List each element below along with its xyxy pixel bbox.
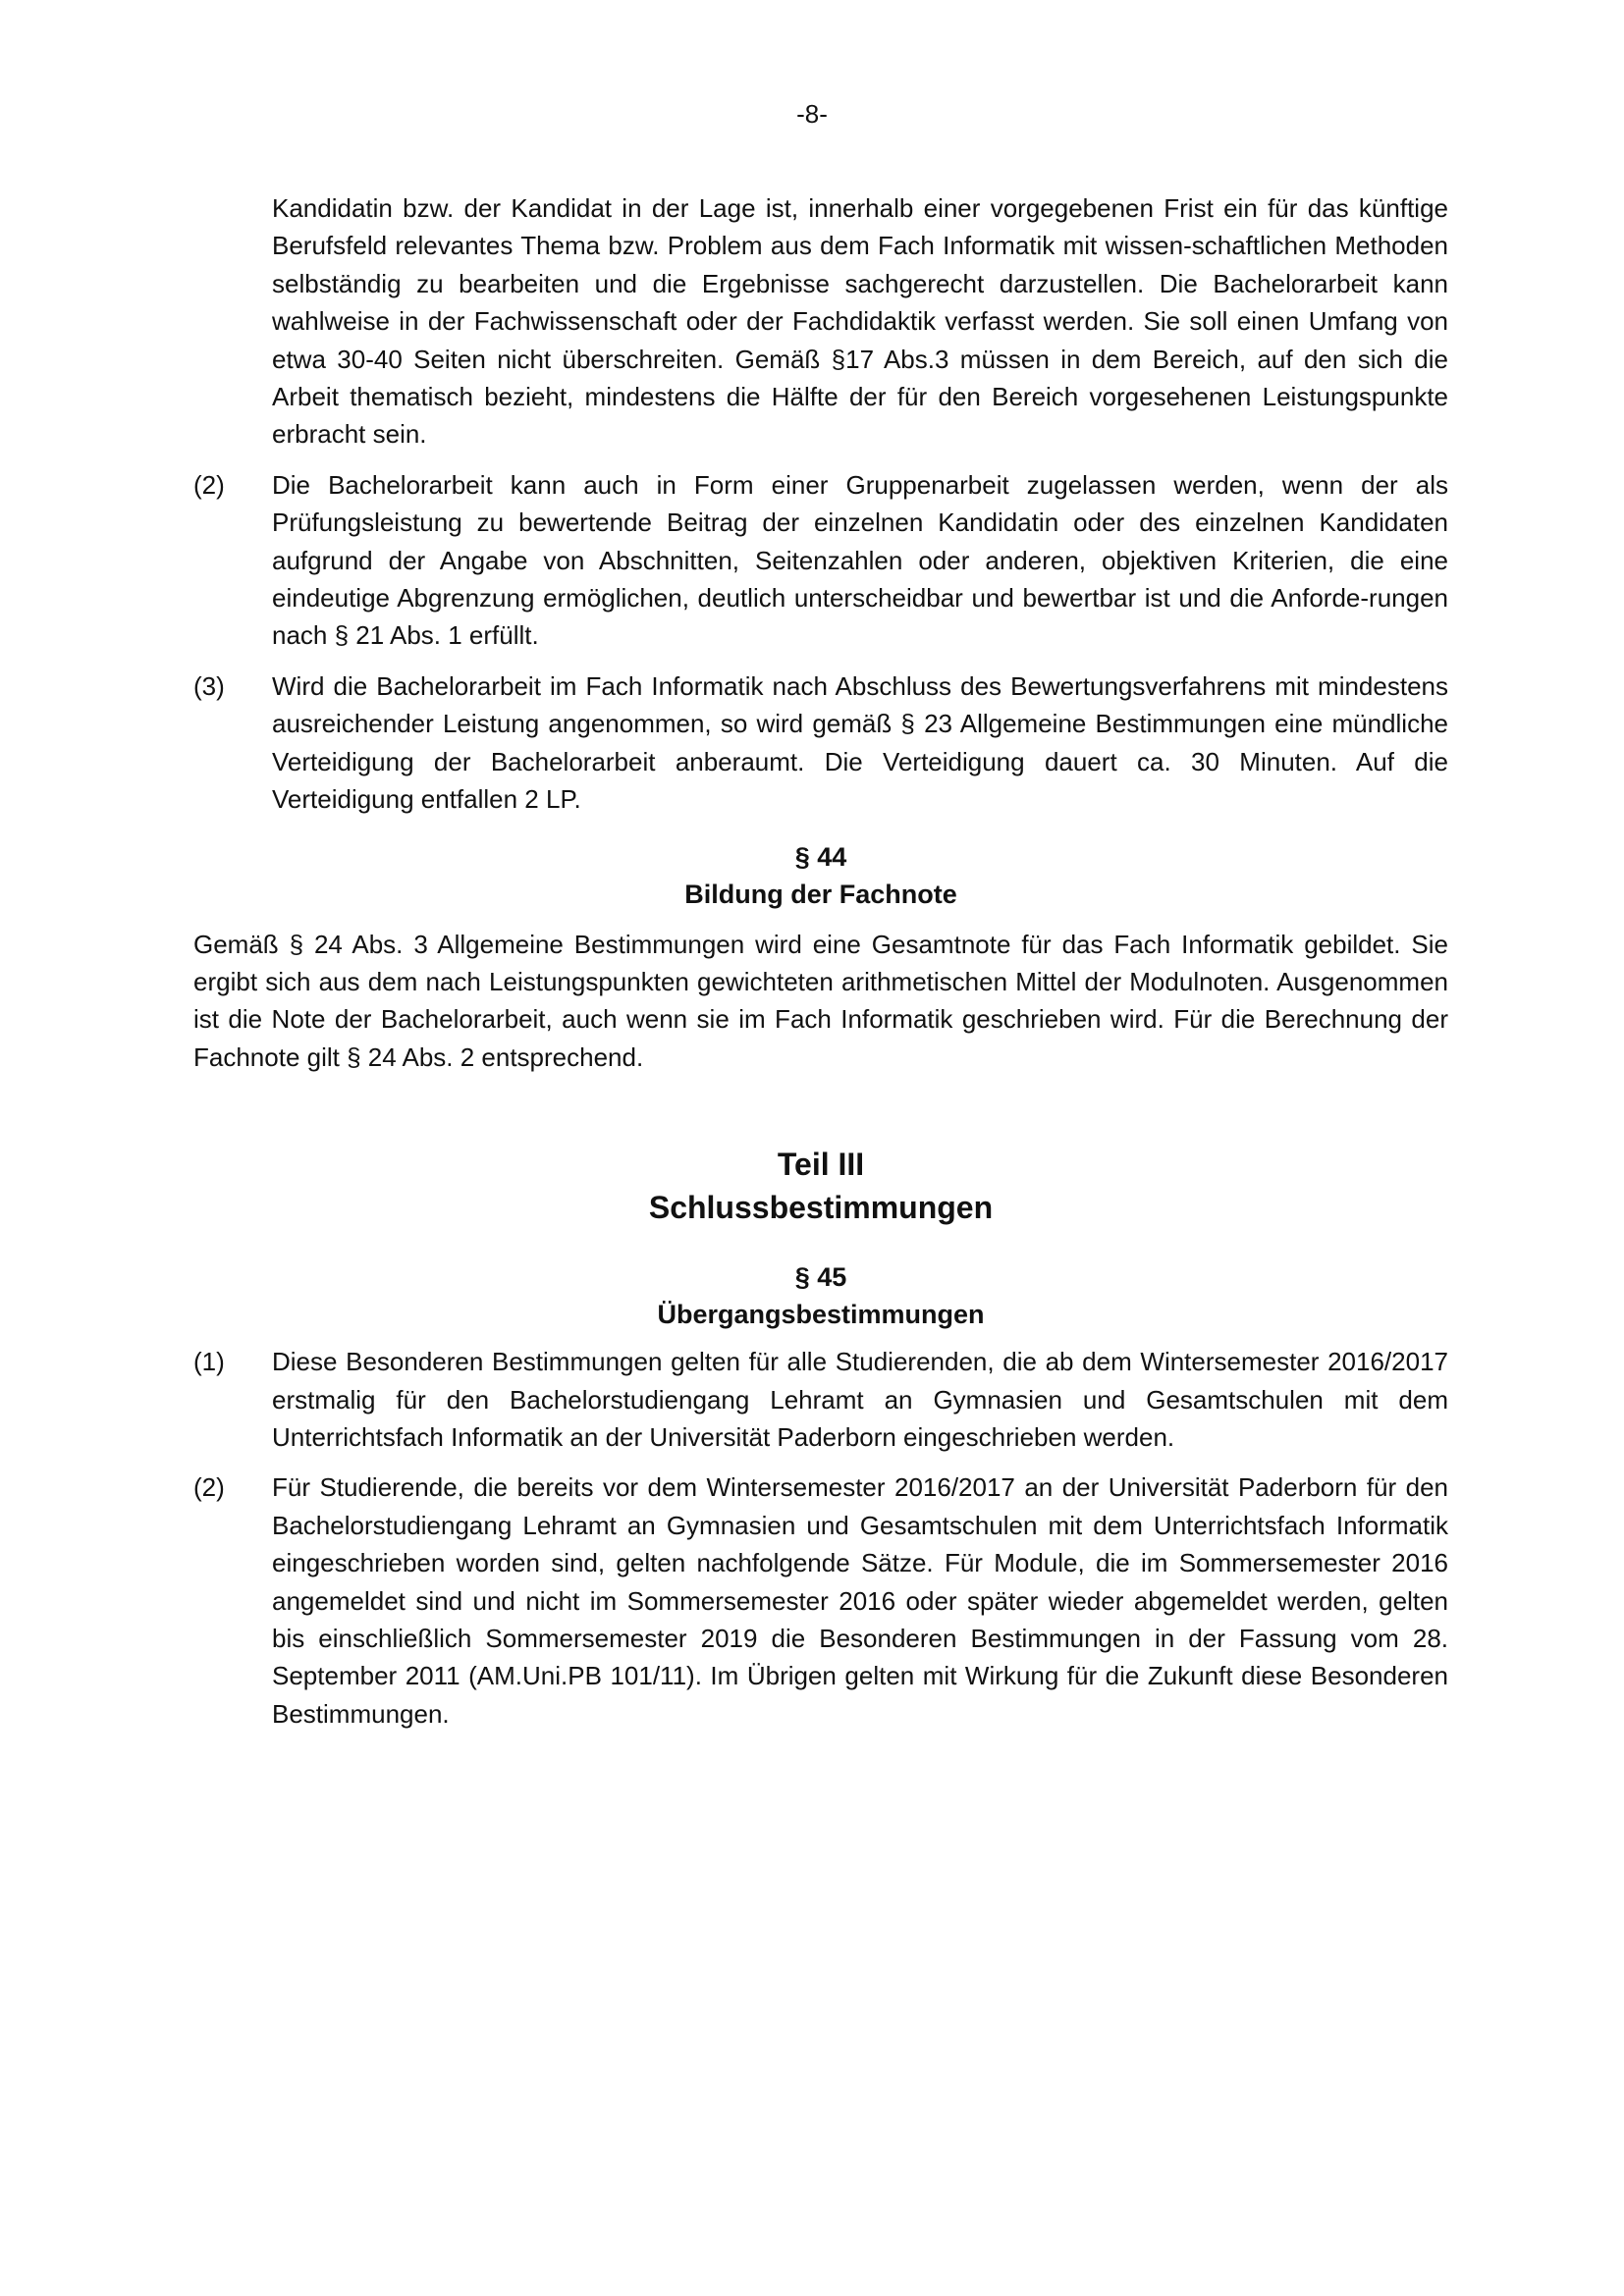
part-title: Schlussbestimmungen [648, 1190, 994, 1226]
section-44-heading [193, 838, 1448, 913]
section-45-heading [193, 1258, 1448, 1333]
paragraph-number: (2) [193, 469, 225, 500]
paragraph-number: (3) [193, 670, 225, 701]
section-45-paragraph-1 [193, 1343, 1448, 1456]
paragraph-text: Die Bachelorarbeit kann auch in Form einer Gruppenarbeit zugelassen werden, wenn der als Prüfungsleistung zu bewertende Beitrag der einzelnen Kandidatin oder des einzelnen Kandidaten aufgrund der Angabe von Abschnitten, Seitenzahlen oder anderen, objektiven Kriterien, die eine eindeutige Abgrenzung ermöglichen, deutlich unterscheidbar und bewertbar ist und die Anforde-rungen nach § 21 Abs. 1 erfüllt. [272, 469, 1448, 651]
page-number: -8- [796, 99, 828, 129]
section-number: § 44 [794, 841, 847, 872]
section-title: Bildung der Fachnote [684, 879, 957, 909]
paragraph-number: (2) [193, 1472, 225, 1503]
section-43-paragraph-2 [193, 466, 1448, 655]
paragraph-text: Diese Besonderen Bestimmungen gelten für alle Studierenden, die ab dem Wintersemester 2016/2017 erstmalig für den Bachelorstudiengang Lehramt an Gymnasien und Gesamtschulen mit dem Unterrichtsfach Informatik an der Universität Paderborn eingeschrieben werden. [272, 1347, 1448, 1452]
paragraph-text: Für Studierende, die bereits vor dem Wintersemester 2016/2017 an der Universität Paderborn für den Bachelorstudiengang Lehramt an Gymnasien und Gesamtschulen mit dem Unterrichtsfach Informatik eingeschrieben worden sind, gelten nachfolgende Sätze. Für Module, die im Sommersemester 2016 angemeldet sind und nicht im Sommersemester 2016 oder später wieder abgemeldet werden, gelten bis einschließlich Sommersemester 2019 die Besonderen Bestimmungen in der Fassung vom 28. September 2011 (AM.Uni.PB 101/11). Im Übrigen gelten mit Wirkung für die Zukunft diese Besonderen Bestimmungen. [272, 1472, 1448, 1729]
section-43-paragraph-3 [193, 667, 1448, 819]
part-label: Teil III [777, 1147, 865, 1183]
section-number: § 45 [794, 1262, 847, 1293]
section-45-paragraph-2 [193, 1468, 1448, 1733]
section-43-paragraph-1-continuation: Kandidatin bzw. der Kandidat in der Lage ist, innerhalb einer vorgegebenen Frist ein für das künftige Berufsfeld relevantes Thema bzw. Problem aus dem Fach Informatik mit wissen-schaftlichen Methoden selbständig zu bearbeiten und die Ergebnisse sachgerecht darzustellen. Die Bachelorarbeit kann wahlweise in der Fachwissenschaft oder der Fachdidaktik verfasst werden. Sie soll einen Umfang von etwa 30-40 Seiten nicht überschreiten. Gemäß §17 Abs.3 müssen in dem Bereich, auf den sich die Arbeit thematisch bezieht, mindestens die Hälfte der für den Bereich vorgesehenen Leistungspunkte erbracht sein. [272, 193, 1448, 450]
page-content [193, 189, 1448, 1745]
section-44-text: Gemäß § 24 Abs. 3 Allgemeine Bestimmungen wird eine Gesamtnote für das Fach Informatik gebildet. Sie ergibt sich aus dem nach Leistungspunkten gewichteten arithmetischen Mittel der Modulnoten. Ausgenommen ist die Note der Bachelorarbeit, auch wenn sie im Fach Informatik geschrieben wird. Für die Berechnung der Fachnote gilt § 24 Abs. 2 entsprechend. [193, 929, 1448, 1072]
section-title: Übergangsbestimmungen [657, 1300, 985, 1330]
paragraph-text: Wird die Bachelorarbeit im Fach Informatik nach Abschluss des Bewertungsverfahrens mit mindestens ausreichender Leistung angenommen, so wird gemäß § 23 Allgemeine Bestimmungen eine mündliche Verteidigung der Bachelorarbeit anberaumt. Die Verteidigung dauert ca. 30 Minuten. Auf die Verteidigung entfallen 2 LP. [272, 670, 1448, 815]
paragraph-number: (1) [193, 1347, 225, 1377]
part-3-heading [193, 1143, 1448, 1229]
